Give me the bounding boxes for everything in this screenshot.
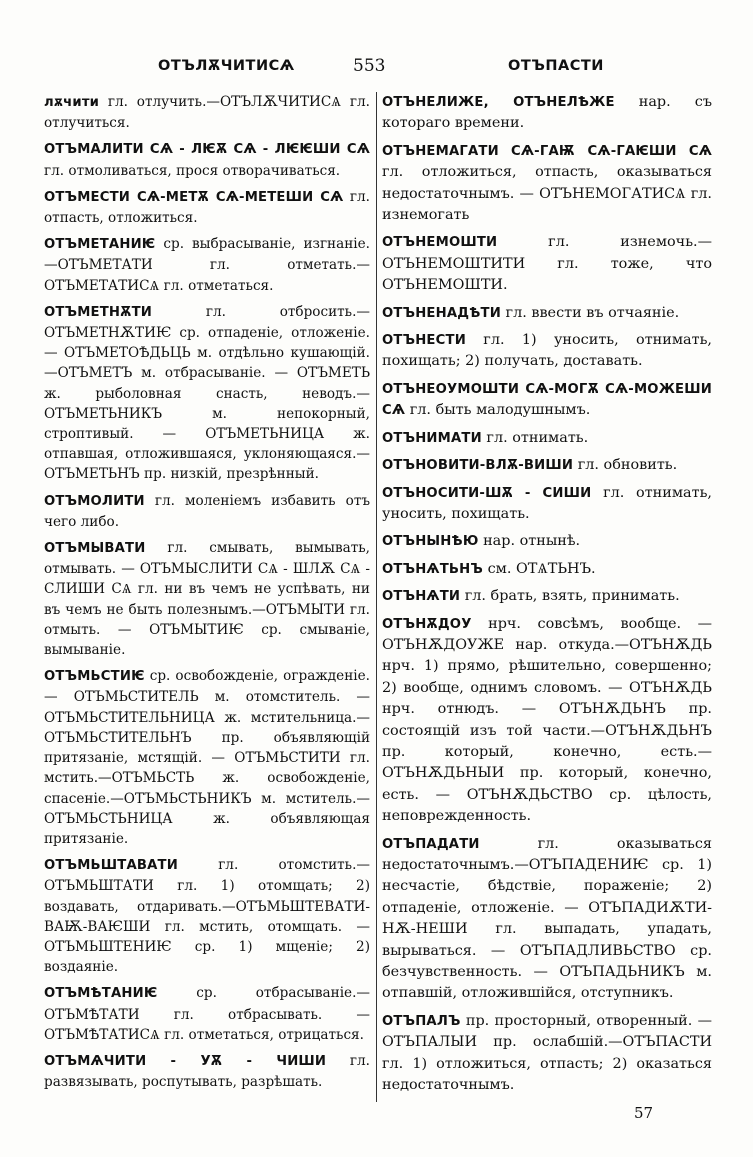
dictionary-entry [382, 232, 712, 296]
entry-definition: ср. выбрасываніе, изгнаніе.—ОТЪМЕТАТИ гл. отметать.—ОТЪМЕТАТИСѦ гл. отметаться. [44, 236, 370, 294]
dictionary-entry [382, 303, 712, 324]
entry-headword: ОТЪМѢТАНИѤ [44, 986, 158, 1002]
entry-headword: ОТЪНЕНАДѢТИ [382, 305, 501, 321]
dictionary-entry [382, 531, 712, 552]
entry-definition: пр. просторный, отворенный. — ОТЪПАЛЫИ пр. ослабшій.—ОТЪПАСТИ гл. 1) отложиться, отпасть; 2) оказаться недостаточнымъ. [382, 1012, 712, 1094]
entry-headword: ОТЪНЕМАГАТИ СѦ-ГАѬ СѦ-ГАѤШИ СѦ [382, 143, 712, 159]
entry-definition: гл. смывать, вымывать, отмывать. — ОТЪМЫСЛИТИ СѦ - ШЛѪ СѦ - СЛИШИ СѦ гл. ни въ чемъ не успѣвать, ни въ чемъ не быть полезнымъ.—ОТЪМЫТИ гл. отмыть. — ОТЪМЫТИѤ ср. смываніе, вымываніе. [44, 540, 370, 659]
entry-headword: ОТЪНОСИТИ-ШѪ - СИШИ [382, 485, 592, 501]
dictionary-entry [382, 455, 712, 476]
entry-definition: гл. оказываться недостаточнымъ.—ОТЪПАДЕНИѤ ср. 1) несчастіе, бѣдствіе, пораженіе; 2) отпаденіе, отложеніе. — ОТЪПАДИѪТИ-НѪ-НЕШИ гл. выпадать, упадать, вырываться. — ОТЪПАДЛИВЬСТВО ср. безчувственность. — ОТЪПАДЬНИКЪ м. отпавшій, отложившійся, отступникъ. [382, 835, 712, 1002]
dictionary-entry [382, 1011, 712, 1097]
entry-headword: ОТЪМЬСТИѤ [44, 669, 145, 685]
entry-headword: ОТЪМЕСТИ СѦ-МЕТѪ СѦ-МЕТЕШИ СѦ [44, 189, 344, 205]
entry-headword: ОТЪМѦЧИТИ - УѪ - ЧИШИ [44, 1053, 327, 1069]
dictionary-entry [382, 483, 712, 526]
entry-headword: ОТЪНИМАТИ [382, 430, 482, 446]
entry-definition: ср. отбрасываніе.—ОТЪМѢТАТИ гл. отбрасывать. — ОТЪМѢТАТИСѦ гл. отметаться, отрицаться. [44, 985, 370, 1043]
dictionary-entry [44, 187, 370, 228]
dictionary-entry [44, 855, 370, 977]
entry-definition: гл. отмоливаться, прося отворачиваться. [44, 162, 341, 179]
entry-headword: ОТЪНѦТЬНЪ [382, 561, 483, 577]
dictionary-entry [382, 834, 712, 1005]
entry-definition: гл. быть малодушнымъ. [405, 402, 591, 419]
entry-definition: гл. 1) уносить, отнимать, похищать; 2) получать, доставать. [382, 332, 712, 370]
entry-definition: гл. обновить. [573, 457, 678, 474]
entry-definition: нар. съ котораго времени. [382, 94, 712, 132]
header-right-word: ОТЪПАСТИ [508, 58, 604, 74]
entry-headword: ОТЪМОЛИТИ [44, 493, 145, 509]
entry-headword: ОТЪМЫВАТИ [44, 541, 146, 557]
dictionary-entry [44, 983, 370, 1045]
dictionary-entry [382, 379, 712, 422]
dictionary-entry [382, 141, 712, 227]
entry-definition: гл. отнимать. [481, 429, 589, 446]
entry-definition: ср. освобожденіе, огражденіе. — ОТЪМЬСТИТЕЛЬ м. отомститель. — ОТЪМЬСТИТЕЛЬНИЦА ж. мстительница.—ОТЪМЬСТИТЕЛЬНЪ пр. объявляющій притязаніе, мстящій. — ОТЪМЬСТИТИ гл. мстить.—ОТЪМЬСТЬ ж. освобожденіе, спасеніе.—ОТЪМЬСТЬНИКЪ м. мститель.—ОТЪМЬСТЬНИЦА ж. объявляющая притязаніе. [44, 668, 370, 847]
entry-headword: ОТЪМАЛИТИ СѦ - ЛѤѪ СѦ - ЛѤѤШИ СѦ [44, 142, 370, 158]
entry-definition: см. ОТѦТЬНЪ. [483, 560, 596, 577]
entry-headword: ОТЪМЕТАНИѤ [44, 237, 156, 253]
column-divider [376, 92, 377, 1102]
entry-headword: ОТЪНОВИТИ-ВЛѪ-ВИШИ [382, 458, 574, 474]
entry-definition: гл. отлучить.—ОТЪЛѪЧИТИСѦ гл. отлучиться. [44, 94, 370, 132]
dictionary-entry [44, 666, 370, 849]
entry-definition: гл. отложиться, отпасть, оказываться недостаточнымъ. — ОТЪНЕМОГАТИСѦ гл. изнемогать [382, 164, 712, 224]
running-header [40, 58, 720, 82]
entry-headword: ОТЪПАДАТИ [382, 836, 480, 852]
entry-definition: гл. изнемочь.—ОТЪНЕМОШТИТИ гл. тоже, что ОТЪНЕМОШТИ. [382, 234, 712, 294]
entry-definition: гл. отомстить.—ОТЪМЬШТАТИ гл. 1) отомщать; 2) воздавать, отдаривать.—ОТЪМЬШТЕВАТИ-ВАѬ-ВАѤШИ гл. мстить, отомщать. —ОТЪМЬШТЕНИѤ ср. 1) мщеніе; 2) воздаяніе. [44, 857, 370, 976]
entry-definition: гл. отпасть, отложиться. [44, 188, 371, 227]
dictionary-entry [44, 1051, 370, 1092]
dictionary-entry [44, 139, 370, 180]
right-column [382, 92, 712, 1102]
entry-headword: ОТЪНЫНѢЮ [382, 534, 479, 550]
dictionary-entry [382, 586, 712, 607]
entry-headword: ОТЪНЕОУМОШТИ СѦ-МОГѪ СѦ-МОЖЕШИ СѦ [382, 381, 712, 419]
dictionary-entry [44, 234, 370, 296]
entry-definition: гл. моленіемъ избавить отъ чего либо. [44, 492, 370, 530]
dictionary-entry [44, 92, 370, 133]
entry-headword: ОТЪМЕТНѪТИ [44, 304, 153, 320]
entry-headword: ОТЪНѦТИ [382, 589, 461, 605]
entry-definition: гл. отнимать, уносить, похищать. [382, 484, 712, 522]
dictionary-entry [44, 302, 370, 485]
entry-headword: ОТЪНЕСТИ [382, 333, 466, 349]
entry-headword: ОТЪНѪДОУ [382, 616, 472, 632]
page-number: 553 [353, 56, 386, 76]
dictionary-entry [382, 92, 712, 135]
entry-headword: ОТЪНЕМОШТИ [382, 235, 498, 251]
entry-definition: гл. брать, взять, принимать. [460, 588, 680, 605]
dictionary-entry [382, 428, 712, 449]
left-column [44, 92, 370, 1098]
dictionary-entry [382, 614, 712, 828]
dictionary-entry [44, 538, 370, 660]
entry-headword: лѫчити [44, 95, 100, 110]
entry-headword: ОТЪНЕЛИЖЕ, ОТЪНЕЛѢЖЕ [382, 95, 615, 110]
entry-definition: нар. отнынѣ. [478, 533, 581, 550]
entry-definition: гл. развязывать, роспутывать, разрѣшать. [44, 1052, 370, 1091]
dictionary-entry [382, 330, 712, 373]
dictionary-entry [382, 559, 712, 580]
entry-definition: нрч. совсѣмъ, вообще. — ОТЪНѪДОУЖЕ нар. откуда.—ОТЪНѪДЬ нрч. 1) прямо, рѣшительно, совершенно; 2) вообще, однимъ словомъ. — ОТЪНѪДЬ нрч. отнюдъ. — ОТЪНѪДЬНЪ пр. состоящій изъ той части.—ОТЪНѪДЬНЪ пр. который, конечно, есть.—ОТЪНѪДЬНЫИ пр. который, конечно, есть. — ОТЪНѪДЬСТВО ср. цѣлость, неповрежденность. [382, 615, 712, 825]
header-left-word: ОТЪЛѪЧИТИСѦ [158, 58, 295, 74]
entry-headword: ОТЪМЬШТАВАТИ [44, 858, 178, 874]
entry-headword: ОТЪПАЛЪ [382, 1013, 461, 1029]
dictionary-entry [44, 491, 370, 532]
signature-mark: 57 [634, 1104, 654, 1122]
entry-definition: гл. отбросить.—ОТЪМЕТНѪТИѤ ср. отпаденіе, отложеніе. — ОТЪМЕТОѢДЬЦЬ м. отдѣльно кушающій.—ОТЪМЕТЪ м. отбрасываніе. — ОТЪМЕТЬ ж. рыболовная снасть, неводъ.—ОТЪМЕТЬНИКЪ м. непокорный, строптивый. — ОТЪМЕТЬНИЦА ж. отпавшая, отложившаяся, уклоняющаяся.—ОТЪМЕТЬНЪ пр. низкій, презрѣнный. [44, 303, 370, 483]
entry-definition: гл. ввести въ отчаяніе. [500, 304, 680, 321]
